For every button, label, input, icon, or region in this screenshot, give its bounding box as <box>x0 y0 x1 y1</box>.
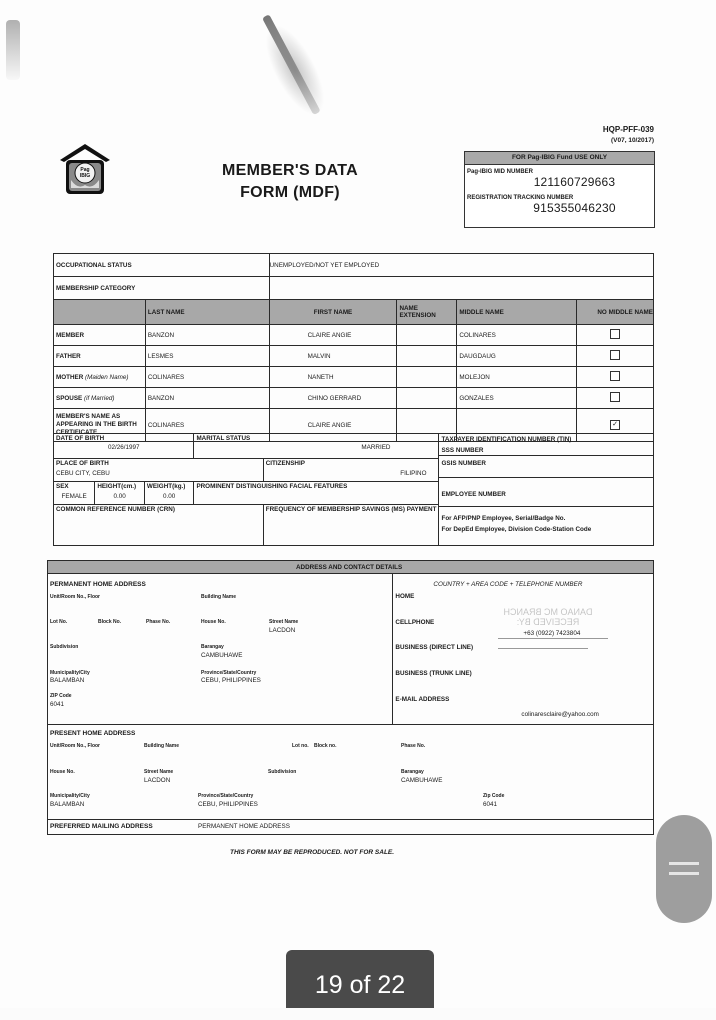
pag-ibig-logo <box>58 140 112 196</box>
name-header-row <box>54 300 654 325</box>
mailing-address-cell <box>48 820 654 835</box>
fund-use-heading: FOR Pag-IBIG Fund USE ONLY <box>465 152 654 165</box>
last-name-cell: LESMES <box>145 346 269 367</box>
title-line: MEMBER'S DATA <box>222 162 358 179</box>
first-name-cell: CHINO GERRARD <box>269 388 397 409</box>
date-of-birth-label: DATE OF BIRTH <box>56 435 105 442</box>
lot-label: Lot No. <box>50 619 68 625</box>
barangay-label: Barangay <box>401 769 424 775</box>
page-indicator: 19 of 22 <box>286 950 434 1008</box>
stamp-line <box>498 648 588 649</box>
province-value: CEBU, PHILIPPINES <box>201 677 261 684</box>
table-row <box>54 367 654 388</box>
mailing-address-value: PERMANENT HOME ADDRESS <box>198 823 290 830</box>
table-row <box>54 346 654 367</box>
ms-frequency-cell <box>263 504 439 546</box>
name-extension-cell <box>397 325 457 346</box>
no-middle-name-checkbox[interactable] <box>610 371 620 381</box>
citizenship-value: FILIPINO <box>400 469 427 477</box>
last-name-cell: BANZON <box>145 325 269 346</box>
middle-name-cell: MOLEJON <box>457 367 577 388</box>
no-middle-name-cell <box>577 346 654 367</box>
building-label: Building Name <box>201 594 237 600</box>
title-line: FORM (MDF) <box>240 184 340 201</box>
zip-label: ZIP Code <box>50 693 72 699</box>
dob-row <box>54 434 654 459</box>
house-label: House No. <box>201 619 226 625</box>
marital-status-label: MARITAL STATUS <box>196 435 251 442</box>
address-section-header <box>48 561 654 574</box>
email-label: E-MAIL ADDRESS <box>395 696 450 703</box>
city-value: BALAMBAN <box>50 801 85 808</box>
block-label-wrap <box>314 743 337 749</box>
row-label-text: MOTHER <box>56 373 84 381</box>
block-label: Block No. <box>98 619 122 625</box>
middle-name-cell: GONZALES <box>457 388 577 409</box>
deped-label: For DepEd Employee, Division Code-Station Code <box>441 526 592 533</box>
sex-value: FEMALE <box>61 492 87 500</box>
column-header-no-middle-name: NO MIDDLE NAME <box>577 300 654 325</box>
height-label: HEIGHT(cm.) <box>97 482 137 490</box>
present-address-cell <box>48 725 654 820</box>
present-address-row <box>48 725 654 820</box>
business-direct-label: BUSINESS (DIRECT LINE) <box>395 644 474 651</box>
street-value: LACDON <box>144 777 171 784</box>
no-middle-name-cell <box>577 325 654 346</box>
barangay-label: Barangay <box>201 644 224 650</box>
form-code-text: HQP-PFF-039 <box>602 125 654 134</box>
tracking-number-label: REGISTRATION TRACKING NUMBER <box>467 195 574 201</box>
occupational-status-row <box>54 254 654 277</box>
contact-details-cell <box>393 574 654 725</box>
form-version: (V07, 10/2017) <box>610 137 654 144</box>
citizenship-cell <box>263 458 439 481</box>
permanent-address-cell <box>48 574 393 725</box>
row-label-note: (if Married) <box>84 394 115 402</box>
unit-label: Unit/Room No., Floor <box>50 594 100 600</box>
first-name-cell: MALVIN <box>269 346 397 367</box>
no-middle-name-checkbox[interactable]: ✓ <box>610 420 620 430</box>
business-trunk-label: BUSINESS (TRUNK LINE) <box>395 670 472 677</box>
row-label <box>54 367 146 388</box>
cellphone-label: CELLPHONE <box>395 619 435 626</box>
membership-category-value <box>269 277 653 300</box>
province-label: Province/State/Country <box>198 793 254 799</box>
row-label <box>54 388 146 409</box>
first-name-cell: CLAIRE ANGIE <box>269 409 397 442</box>
place-of-birth-value: CEBU CITY, CEBU <box>56 469 110 477</box>
facial-features-label: PROMINENT DISTINGUISHING FACIAL FEATURES <box>196 482 348 490</box>
city-value: BALAMBAN <box>50 677 85 684</box>
last-name-cell: COLINARES <box>145 367 269 388</box>
column-header-middle-name: MIDDLE NAME <box>457 300 577 325</box>
last-name-cell: COLINARES <box>145 409 269 442</box>
no-middle-name-checkbox[interactable] <box>610 350 620 360</box>
row-label-note: (Maiden Name) <box>85 373 129 381</box>
lot-label: Lot no. <box>292 743 309 749</box>
column-header-name-extension: NAME EXTENSION <box>397 300 457 325</box>
permanent-address-heading: PERMANENT HOME ADDRESS <box>50 581 146 588</box>
mailing-address-label: PREFERRED MAILING ADDRESS <box>50 823 153 830</box>
crn-label: COMMON REFERENCE NUMBER (CRN) <box>56 505 175 513</box>
logo-text: Pag <box>80 167 90 173</box>
column-header-first-name: FIRST NAME <box>269 300 397 325</box>
logo-text: IBIG <box>79 173 91 179</box>
weight-label: WEIGHT(kg.) <box>146 482 186 490</box>
barangay-value: CAMBUHAWE <box>201 652 243 659</box>
row-label-text: FATHER <box>56 352 81 360</box>
place-of-birth-label: PLACE OF BIRTH <box>56 459 109 467</box>
mid-number-value: 121160729663 <box>533 175 616 189</box>
membership-category-label: MEMBERSHIP CATEGORY <box>54 277 270 300</box>
no-middle-name-checkbox[interactable] <box>610 392 620 402</box>
scan-smudge <box>6 20 20 80</box>
phase-label: Phase No. <box>146 619 171 625</box>
afp-pnp-label: For AFP/PNP Employee, Serial/Badge No. <box>439 506 653 522</box>
personal-info-table <box>53 253 654 442</box>
name-extension-cell <box>397 367 457 388</box>
permanent-address-row <box>48 574 654 725</box>
sss-label: SSS NUMBER <box>441 447 484 454</box>
middle-name-cell: COLINARES <box>457 325 577 346</box>
form-title <box>200 160 380 204</box>
middle-name-cell: DAUGDAUG <box>457 346 577 367</box>
subdivision-label: Subdivision <box>268 769 297 775</box>
mailing-address-row <box>48 820 654 835</box>
date-of-birth-cell <box>54 434 194 459</box>
home-phone-label: HOME <box>395 593 415 600</box>
name-extension-cell <box>397 346 457 367</box>
building-label: Building Name <box>144 743 180 749</box>
zip-label: Zip Code <box>483 793 505 799</box>
scroll-drag-handle[interactable] <box>656 815 712 923</box>
house-label: House No. <box>50 769 75 775</box>
fund-use-only-box <box>464 151 655 228</box>
place-of-birth-cell <box>54 458 264 481</box>
row-label-text: MEMBER <box>56 331 84 339</box>
row-label-text: SPOUSE <box>56 394 83 402</box>
last-name-cell: BANZON <box>145 388 269 409</box>
gsis-label: GSIS NUMBER <box>439 455 653 467</box>
column-header <box>54 300 146 325</box>
city-label: Municipality/City <box>50 793 90 799</box>
column-header-last-name: LAST NAME <box>145 300 269 325</box>
no-middle-name-cell <box>577 367 654 388</box>
height-value: 0.00 <box>113 492 126 500</box>
street-label: Street Name <box>144 769 174 775</box>
barangay-value: CAMBUHAWE <box>401 777 443 784</box>
received-stamp: DANAO MC BRANCH RECEIVED BY: <box>503 607 593 627</box>
citizenship-label: CITIZENSHIP <box>265 459 305 467</box>
email-value: colinaresclaire@yahoo.com <box>521 711 599 718</box>
province-value: CEBU, PHILIPPINES <box>198 801 258 808</box>
row-label <box>54 325 146 346</box>
table-row <box>54 325 654 346</box>
row-label <box>54 346 146 367</box>
unit-label: Unit/Room No., Floor <box>50 743 100 749</box>
form-code <box>603 124 654 146</box>
cellphone-value: +63 (0922) 7423804 <box>523 630 581 637</box>
tracking-number-value: 915355046230 <box>533 201 616 215</box>
subdivision-label: Subdivision <box>50 644 79 650</box>
government-ids-cell <box>439 434 654 546</box>
no-middle-name-cell <box>577 388 654 409</box>
address-section-heading: ADDRESS AND CONTACT DETAILS <box>48 561 654 574</box>
weight-value: 0.00 <box>163 492 176 500</box>
occupational-status-value: UNEMPLOYED/NOT YET EMPLOYED <box>269 254 653 277</box>
province-label: Province/State/Country <box>201 670 257 676</box>
zip-value: 6041 <box>483 801 498 808</box>
crn-cell <box>54 504 264 546</box>
occupational-status-label: OCCUPATIONAL STATUS <box>54 254 270 277</box>
city-label: Municipality/City <box>50 670 90 676</box>
date-of-birth-value: 02/26/1997 <box>107 444 140 451</box>
address-contact-table <box>47 560 654 835</box>
personal-details-table <box>53 433 654 546</box>
tin-label: TAXPAYER IDENTIFICATION NUMBER (TIN) <box>441 436 572 443</box>
sex-label: SEX <box>56 482 69 490</box>
no-middle-name-checkbox[interactable] <box>610 329 620 339</box>
footer-note: THIS FORM MAY BE REPRODUCED. NOT FOR SALE. <box>230 849 395 856</box>
ms-frequency-label: FREQUENCY OF MEMBERSHIP SAVINGS (MS) PAYMENT <box>265 505 437 513</box>
weight-cell <box>144 481 194 504</box>
name-extension-cell <box>397 388 457 409</box>
first-name-cell: CLAIRE ANGIE <box>269 325 397 346</box>
row-label-text: MEMBER'S NAME AS APPEARING IN THE BIRTH CERTIFICATE <box>56 413 137 436</box>
street-value: LACDON <box>269 627 296 634</box>
marital-status-value: MARRIED <box>361 444 391 451</box>
phone-format-note: COUNTRY + AREA CODE + TELEPHONE NUMBER <box>433 581 583 588</box>
block-label: Block no. <box>314 743 337 749</box>
membership-category-row <box>54 277 654 300</box>
first-name-cell: NANETH <box>269 367 397 388</box>
zip-value: 6041 <box>50 701 65 708</box>
sex-cell <box>54 481 95 504</box>
table-row <box>54 388 654 409</box>
employee-number-label: EMPLOYEE NUMBER <box>439 477 653 498</box>
stamp-line <box>498 638 608 639</box>
height-cell <box>95 481 145 504</box>
present-address-heading: PRESENT HOME ADDRESS <box>50 730 136 737</box>
mid-number-label: Pag-IBIG MID NUMBER <box>467 169 533 175</box>
phase-label: Phase No. <box>401 743 426 749</box>
facial-features-cell <box>194 481 439 504</box>
marital-status-cell <box>194 434 439 459</box>
street-label: Street Name <box>269 619 299 625</box>
